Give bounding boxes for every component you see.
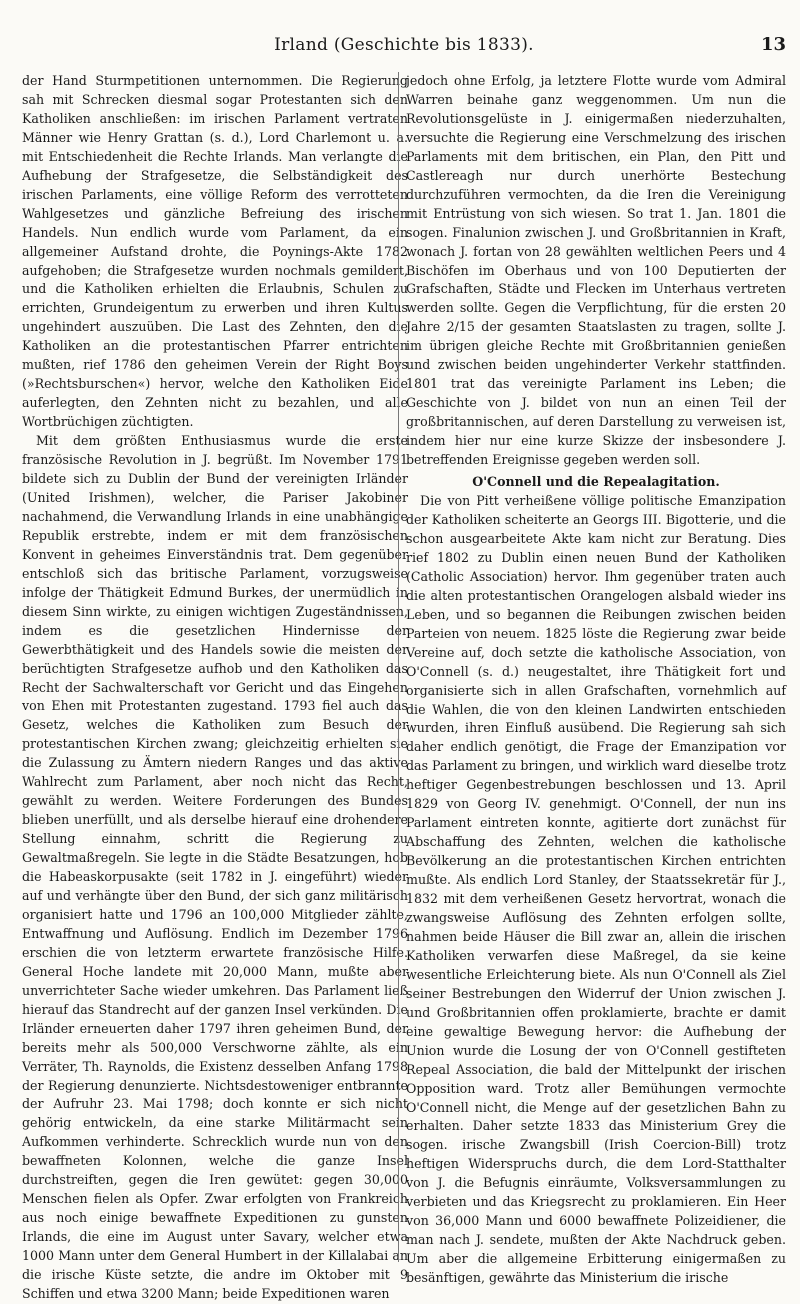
page-number: 13 [760,34,786,55]
page-header [22,34,786,60]
column-divider [398,72,399,1262]
paragraph: Mit dem größten Enthusiasmus wurde die erste französische Revolution in J. begrüßt. Im November 1791 bildete sich zu Dublin der Bund der vereinigten Irländer (United Irishmen), welcher, die Pariser Jakobiner nachahmend, die Verwandlung Irlands in eine unabhängige Republik erstrebte, indem er mit dem französischen Konvent in geheimes Einverständnis trat. Dem gegenüber entschloß sich das britische Parlament, vorzugsweise infolge der Thätigkeit Edmund Burkes, der unermüdlich in diesem Sinn wirkte, zu einigen wichtigen Zugeständnissen, indem es die gesetzlichen Hindernisse der Gewerbthätigkeit und des Handels sowie die meisten der berüchtigten Strafgesetze aufhob und den Katholiken das Recht der Sachwalterschaft vor Gericht und das Eingehen von Ehen mit Protestanten zugestand. 1793 fiel auch das Gesetz, welches die Katholiken zum Besuch der protestantischen Kirchen zwang; gleichzeitig erhielten sie die Zulassung zu Ämtern niedern Ranges und das aktive Wahlrecht zum Parlament, aber noch nicht das Recht, gewählt zu werden. Weitere Forderungen des Bundes blieben unerfüllt, und als derselbe hierauf eine drohendere Stellung einnahm, schritt die Regierung zu Gewaltmaßregeln. Sie legte in die Städte Besatzungen, hob die Habeaskorpusakte (seit 1782 in J. eingeführt) wieder auf und verhängte über den Bund, der sich ganz militärisch organisiert hatte und 1796 an 100,000 Mitglieder zählte, Entwaffnung und Auflösung. Endlich im Dezember 1796 erschien die von letzterm erwartete französische Hilfe. General Hoche landete mit 20,000 Mann, mußte aber unverrichteter Sache wieder umkehren. Das Parlament ließ hierauf das Standrecht auf der ganzen Insel verkünden. Die Irländer erneuerten daher 1797 ihren geheimen Bund, der bereits mehr als 500,000 Verschworne zählte, als ein Verräter, Th. Raynolds, die Existenz desselben Anfang 1798 der Regierung denunzierte. Nichtsdestoweniger entbrannte der Aufruhr 23. Mai 1798; doch konnte er sich nicht gehörig entwickeln, da eine starke Militärmacht sein Aufkommen verhinderte. Schrecklich wurde nun von den bewaffneten Kolonnen, welche die ganze Insel durchstreiften, gegen die Iren gewütet: gegen 30,000 Menschen fielen als Opfer. Zwar erfolgten von Frankreich aus noch einige bewaffnete Expeditionen zu gunsten Irlands, die eine im August unter Savary, welcher etwa 1000 Mann unter dem General Humbert in der Killalabai an die irische Küste setzte, die andre im Oktober mit 9 Schiffen und etwa 3200 Mann; beide Expeditionen waren [22,433,408,1301]
paragraph: Die von Pitt verheißene völlige politische Emanzipation der Katholiken scheiterte an Georgs III. Bigotterie, und die schon ausgearbeitete Akte kam nicht zur Beratung. Dies rief 1802 zu Dublin einen neuen Bund der Katholiken (Catholic Association) hervor. Ihm gegenüber traten auch die alten protestantischen Orangelogen alsbald wieder ins Leben, und so begannen die Reibungen zwischen beiden Parteien von neuem. 1825 löste die Regierung zwar beide Vereine auf, doch setzte die katholische Association, von O'Connell (s. d.) neugestaltet, ihre Thätigkeit fort und organisierte sich in allen Grafschaften, vornehmlich auf die Wahlen, die von den kleinen Landwirten entschieden wurden, ihren Einfluß ausübend. Die Regierung sah sich daher endlich genötigt, die Frage der Emanzipation vor das Parlament zu bringen, und wirklich ward dieselbe trotz heftiger Gegenbestrebungen beschlossen und 13. April 1829 von Georg IV. genehmigt. O'Connell, der nun ins Parlament eintreten konnte, agitierte dort zunächst für Abschaffung des Zehnten, welchen die katholische Bevölkerung an die protestantischen Kirchen entrichten mußte. Als endlich Lord Stanley, der Staatssekretär für J., 1832 mit dem verheißenen Gesetz hervortrat, wonach die zwangsweise Auflösung des Zehnten erfolgen sollte, nahmen beide Häuser die Bill zwar an, allein die irischen Katholiken verwarfen diese Maßregel, da sie keine wesentliche Erleichterung biete. Als nun O'Connell als Ziel seiner Bestrebungen den Widerruf der Union zwischen J. und Großbritannien offen proklamierte, brachte er damit eine gewaltige Bewegung hervor: die Aufhebung der Union wurde die Losung der von O'Connell gestifteten Repeal Association, die bald der Mittelpunkt der irischen Opposition ward. Trotz aller Bemühungen vermochte O'Connell nicht, die Menge auf der gesetzlichen Bahn zu erhalten. Daher setzte 1833 das Ministerium Grey die sogen. irische Zwangsbill (Irish Coercion-Bill) trotz heftigen Widerspruchs durch, die dem Lord-Statthalter von J. die Befugnis einräumte, Volksversammlungen zu verbieten und das Kriegsrecht zu proklamieren. Ein Heer von 36,000 Mann und 6000 bewaffnete Polizeidiener, die man nach J. sendete, mußten der Akte Nachdruck geben. Um aber die allgemeine Erbitterung einigermaßen zu besänftigen, gewährte das Ministerium die irische [406,493,786,1286]
section-heading: O'Connell und die Repealagitation. [472,474,720,490]
paragraph: der Hand Sturmpetitionen unternommen. Die Regierung sah mit Schrecken diesmal sogar Protestanten sich den Katholiken anschließen: im irischen Parlament vertraten Männer wie Henry Grattan (s. d.), Lord Charlemont u. a. mit Entschiedenheit die Rechte Irlands. Man verlangte die Aufhebung der Strafgesetze, die Selbständigkeit des irischen Parlaments, eine völlige Reform des verrotteten Wahlgesetzes und gänzliche Befreiung des irischen Handels. Nun endlich wurde vom Parlament, da ein allgemeiner Aufstand drohte, die Poynings-Akte 1782 aufgehoben; die Strafgesetze wurden nochmals gemildert, und die Katholiken erhielten die Erlaubnis, Schulen zu errichten, Grundeigentum zu erwerben und ihren Kultus ungehindert auszuüben. Die Last des Zehnten, den die Katholiken an die protestantischen Pfarrer entrichten mußten, rief 1786 den geheimen Verein der Right Boys (»Rechtsburschen«) hervor, welche den Katholiken Eide auferlegten, den Zehnten nicht zu bezahlen, und alle Wortbrüchigen züchtigten. [22,73,408,430]
paragraph: jedoch ohne Erfolg, ja letztere Flotte wurde vom Admiral Warren beinahe ganz weggenommen. Um nun die Revolutionsgelüste in J. einigermaßen niederzuhalten, versuchte die Regierung eine Verschmelzung des irischen Parlaments mit dem britischen, ein Plan, den Pitt und Castlereagh nur durch unerhörte Bestechung durchzuführen vermochten, da die Iren die Vereinigung mit Entrüstung von sich wiesen. So trat 1. Jan. 1801 die sogen. Finalunion zwischen J. und Großbritannien in Kraft, wonach J. fortan von 28 gewählten weltlichen Peers und 4 Bischöfen im Oberhaus und von 100 Deputierten der Grafschaften, Städte und Flecken im Unterhaus vertreten werden sollte. Gegen die Verpflichtung, für die ersten 20 Jahre 2/15 der gesamten Staatslasten zu tragen, sollte J. im übrigen gleiche Rechte mit Großbritannien genießen und zwischen beiden ungehinderter Verkehr stattfinden. 1801 trat das vereinigte Parlament ins Leben; die Geschichte von J. bildet von nun an einen Teil der großbritannischen, auf deren Darstellung zu verweisen ist, indem hier nur eine kurze Skizze der insbesondere J. betreffenden Ereignisse gegeben werden soll. [406,73,786,468]
running-title: Irland (Geschichte bis 1833). [274,35,534,55]
right-column [406,72,786,1286]
left-column [22,72,408,1301]
